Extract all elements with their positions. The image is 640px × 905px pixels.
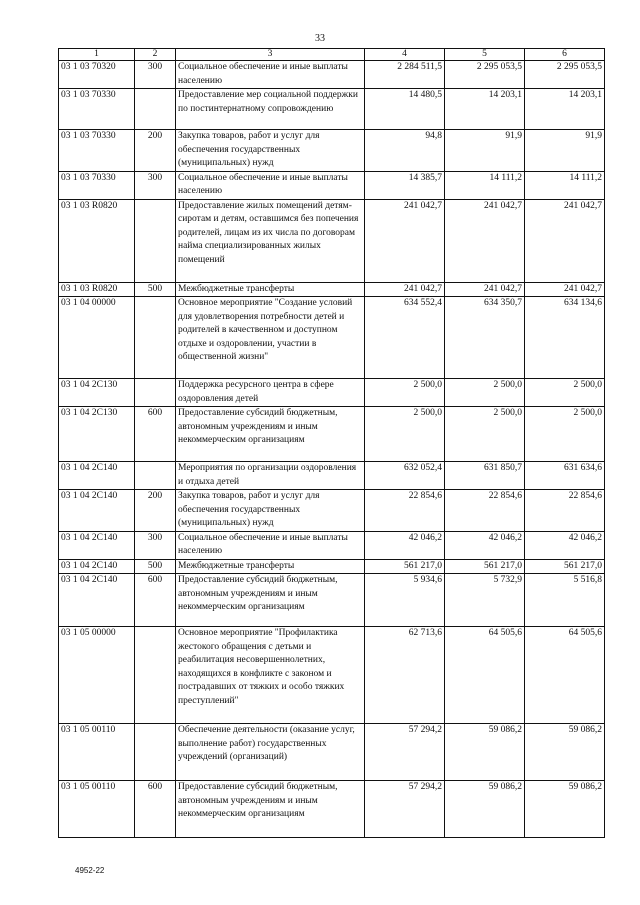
row-code: 03 1 03 70330 [59, 171, 135, 199]
row-code: 03 1 05 00110 [59, 724, 135, 781]
table-row [59, 531, 605, 559]
row-description: Предоставление жилых помещений детям-сиротам и детям, оставшимся без попечения родителей, лицам из их числа по договорам найма специализированных жилых помещений [176, 199, 365, 282]
row-value-3: 5 516,8 [525, 574, 605, 627]
table-row [59, 130, 605, 172]
row-value-3: 241 042,7 [525, 282, 605, 297]
row-description: Обеспечение деятельности (оказание услуг, выполнение работ) государственных учреждений (организаций) [176, 724, 365, 781]
row-expense-type: 200 [135, 490, 176, 532]
row-value-3: 14 203,1 [525, 89, 605, 130]
table-row [59, 781, 605, 838]
row-value-1: 2 284 511,5 [365, 61, 445, 89]
row-value-3: 42 046,2 [525, 531, 605, 559]
row-description: Закупка товаров, работ и услуг для обеспечения государственных (муниципальных) нужд [176, 490, 365, 532]
table-row [59, 297, 605, 379]
table-row [59, 61, 605, 89]
table-row [59, 627, 605, 724]
row-value-2: 2 295 053,5 [445, 61, 525, 89]
row-value-3: 561 217,0 [525, 559, 605, 574]
table-row [59, 559, 605, 574]
row-code: 03 1 03 70330 [59, 130, 135, 172]
column-number-2: 2 [135, 49, 176, 61]
row-expense-type: 600 [135, 407, 176, 462]
row-value-2: 634 350,7 [445, 297, 525, 379]
row-value-3: 59 086,2 [525, 781, 605, 838]
row-value-1: 634 552,4 [365, 297, 445, 379]
row-description: Поддержка ресурсного центра в сфере оздоровления детей [176, 379, 365, 407]
row-value-3: 2 500,0 [525, 379, 605, 407]
row-value-1: 2 500,0 [365, 379, 445, 407]
row-value-3: 14 111,2 [525, 171, 605, 199]
row-code: 03 1 05 00110 [59, 781, 135, 838]
row-description: Межбюджетные трансферты [176, 282, 365, 297]
row-expense-type [135, 89, 176, 130]
row-expense-type: 600 [135, 781, 176, 838]
row-value-1: 42 046,2 [365, 531, 445, 559]
row-code: 03 1 04 2С140 [59, 531, 135, 559]
row-value-2: 241 042,7 [445, 199, 525, 282]
row-value-2: 42 046,2 [445, 531, 525, 559]
column-number-5: 5 [445, 49, 525, 61]
column-number-row [59, 49, 605, 61]
row-description: Предоставление мер социальной поддержки по постинтернатному сопровождению [176, 89, 365, 130]
row-code: 03 1 04 2С140 [59, 462, 135, 490]
row-code: 03 1 03 R0820 [59, 282, 135, 297]
table-row [59, 282, 605, 297]
row-value-3: 22 854,6 [525, 490, 605, 532]
row-code: 03 1 04 2С140 [59, 559, 135, 574]
row-value-1: 561 217,0 [365, 559, 445, 574]
row-expense-type: 300 [135, 171, 176, 199]
row-value-2: 5 732,9 [445, 574, 525, 627]
row-expense-type: 200 [135, 130, 176, 172]
row-expense-type: 300 [135, 61, 176, 89]
row-code: 03 1 03 R0820 [59, 199, 135, 282]
row-value-3: 91,9 [525, 130, 605, 172]
row-value-1: 241 042,7 [365, 199, 445, 282]
row-value-2: 2 500,0 [445, 379, 525, 407]
table-row [59, 171, 605, 199]
column-number-3: 3 [176, 49, 365, 61]
row-description: Закупка товаров, работ и услуг для обеспечения государственных (муниципальных) нужд [176, 130, 365, 172]
row-code: 03 1 04 2С140 [59, 574, 135, 627]
row-expense-type: 600 [135, 574, 176, 627]
row-value-2: 59 086,2 [445, 724, 525, 781]
row-value-2: 14 203,1 [445, 89, 525, 130]
table-row [59, 89, 605, 130]
row-code: 03 1 04 2С130 [59, 379, 135, 407]
row-description: Предоставление субсидий бюджетным, автономным учреждениям и иным некоммерческим организациям [176, 574, 365, 627]
row-value-2: 59 086,2 [445, 781, 525, 838]
row-description: Основное мероприятие "Создание условий для удовлетворения потребности детей и родителей в качественном и доступном отдыхе и оздоровлении, участии в общественной жизни" [176, 297, 365, 379]
row-code: 03 1 04 2С140 [59, 490, 135, 532]
row-value-2: 2 500,0 [445, 407, 525, 462]
row-value-2: 241 042,7 [445, 282, 525, 297]
row-value-2: 631 850,7 [445, 462, 525, 490]
row-value-3: 64 505,6 [525, 627, 605, 724]
table-row [59, 724, 605, 781]
document-code: 4952-22 [75, 866, 105, 875]
row-expense-type: 500 [135, 559, 176, 574]
row-expense-type [135, 297, 176, 379]
row-description: Основное мероприятие "Профилактика жестокого обращения с детьми и реабилитация несовершеннолетних, находящихся в конфликте с законом и пострадавших от тяжких и особо тяжких преступлений" [176, 627, 365, 724]
row-expense-type: 500 [135, 282, 176, 297]
row-value-1: 22 854,6 [365, 490, 445, 532]
row-value-3: 241 042,7 [525, 199, 605, 282]
column-number-1: 1 [59, 49, 135, 61]
row-value-1: 2 500,0 [365, 407, 445, 462]
row-value-2: 91,9 [445, 130, 525, 172]
table-row [59, 462, 605, 490]
column-number-4: 4 [365, 49, 445, 61]
row-value-1: 14 480,5 [365, 89, 445, 130]
row-description: Социальное обеспечение и иные выплаты населению [176, 61, 365, 89]
table-row [59, 490, 605, 532]
row-value-1: 632 052,4 [365, 462, 445, 490]
row-description: Социальное обеспечение и иные выплаты населению [176, 531, 365, 559]
row-expense-type [135, 627, 176, 724]
column-number-6: 6 [525, 49, 605, 61]
table-row [59, 407, 605, 462]
row-description: Предоставление субсидий бюджетным, автономным учреждениям и иным некоммерческим организациям [176, 407, 365, 462]
row-value-1: 14 385,7 [365, 171, 445, 199]
row-value-3: 631 634,6 [525, 462, 605, 490]
row-expense-type [135, 199, 176, 282]
table-row [59, 379, 605, 407]
row-value-1: 57 294,2 [365, 724, 445, 781]
table-row [59, 574, 605, 627]
row-value-2: 14 111,2 [445, 171, 525, 199]
row-expense-type [135, 724, 176, 781]
row-code: 03 1 03 70320 [59, 61, 135, 89]
row-description: Межбюджетные трансферты [176, 559, 365, 574]
row-value-1: 5 934,6 [365, 574, 445, 627]
row-value-2: 561 217,0 [445, 559, 525, 574]
row-value-2: 64 505,6 [445, 627, 525, 724]
row-value-1: 62 713,6 [365, 627, 445, 724]
row-value-1: 94,8 [365, 130, 445, 172]
row-code: 03 1 03 70330 [59, 89, 135, 130]
row-value-3: 2 295 053,5 [525, 61, 605, 89]
row-value-2: 22 854,6 [445, 490, 525, 532]
row-description: Предоставление субсидий бюджетным, автономным учреждениям и иным некоммерческим организациям [176, 781, 365, 838]
row-value-1: 241 042,7 [365, 282, 445, 297]
row-code: 03 1 04 00000 [59, 297, 135, 379]
row-expense-type [135, 379, 176, 407]
table-row [59, 199, 605, 282]
row-expense-type [135, 462, 176, 490]
row-description: Социальное обеспечение и иные выплаты населению [176, 171, 365, 199]
row-description: Мероприятия по организации оздоровления и отдыха детей [176, 462, 365, 490]
row-value-1: 57 294,2 [365, 781, 445, 838]
row-value-3: 59 086,2 [525, 724, 605, 781]
row-value-3: 634 134,6 [525, 297, 605, 379]
row-expense-type: 300 [135, 531, 176, 559]
row-value-3: 2 500,0 [525, 407, 605, 462]
budget-table [58, 48, 605, 838]
row-code: 03 1 05 00000 [59, 627, 135, 724]
page-number: 33 [315, 33, 325, 44]
row-code: 03 1 04 2С130 [59, 407, 135, 462]
